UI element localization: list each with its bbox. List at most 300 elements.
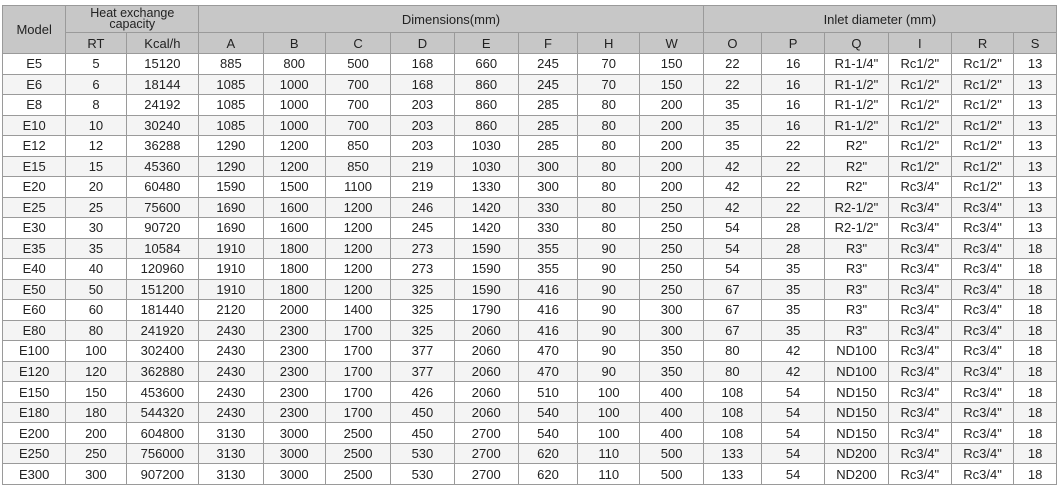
table-cell: Rc3/4" (951, 423, 1013, 444)
table-cell: 22 (761, 156, 824, 177)
table-cell: Rc1/2" (951, 115, 1013, 136)
table-cell: R2" (825, 136, 888, 157)
table-cell: 2060 (454, 361, 518, 382)
table-cell: 18 (1014, 402, 1057, 423)
table-cell: R2" (825, 177, 888, 198)
table-row (3, 197, 1057, 218)
table-cell: 250 (640, 259, 703, 280)
table-cell: Rc3/4" (888, 300, 951, 321)
table-cell: 330 (518, 197, 577, 218)
table-cell: 453600 (126, 382, 199, 403)
subheader-s: S (1014, 33, 1057, 54)
table-cell: 2000 (263, 300, 325, 321)
table-cell: 200 (640, 156, 703, 177)
table-cell: 1200 (325, 197, 390, 218)
header-model: Model (3, 6, 66, 54)
model-cell: E25 (3, 197, 66, 218)
table-cell: 3000 (263, 423, 325, 444)
table-cell: 1200 (263, 136, 325, 157)
table-cell: 90 (578, 300, 640, 321)
table-cell: ND150 (825, 423, 888, 444)
table-cell: 273 (391, 238, 454, 259)
table-cell: 400 (640, 402, 703, 423)
table-cell: 2300 (263, 320, 325, 341)
table-cell: 54 (703, 218, 761, 239)
table-cell: 60480 (126, 177, 199, 198)
table-cell: 18 (1014, 423, 1057, 444)
table-cell: 22 (761, 136, 824, 157)
table-row (3, 54, 1057, 75)
table-cell: 250 (640, 238, 703, 259)
table-cell: 330 (518, 218, 577, 239)
table-cell: 530 (391, 443, 454, 464)
subheader-r: R (951, 33, 1013, 54)
table-cell: 54 (761, 464, 824, 485)
table-cell: 377 (391, 361, 454, 382)
table-cell: 2700 (454, 464, 518, 485)
table-cell: Rc3/4" (951, 443, 1013, 464)
table-cell: 1700 (325, 320, 390, 341)
table-cell: 110 (578, 443, 640, 464)
table-cell: 416 (518, 279, 577, 300)
table-cell: 1200 (325, 238, 390, 259)
table-cell: 860 (454, 115, 518, 136)
table-cell: 355 (518, 238, 577, 259)
table-cell: 22 (761, 197, 824, 218)
model-cell: E35 (3, 238, 66, 259)
table-cell: 80 (578, 95, 640, 116)
table-cell: 350 (640, 341, 703, 362)
table-cell: ND150 (825, 382, 888, 403)
table-cell: 13 (1014, 177, 1057, 198)
table-cell: 2060 (454, 320, 518, 341)
table-row (3, 402, 1057, 423)
table-cell: Rc3/4" (951, 279, 1013, 300)
table-cell: 245 (391, 218, 454, 239)
table-cell: 35 (761, 320, 824, 341)
table-cell: Rc1/2" (951, 177, 1013, 198)
model-cell: E60 (3, 300, 66, 321)
table-cell: 133 (703, 464, 761, 485)
table-cell: 67 (703, 279, 761, 300)
table-row (3, 156, 1057, 177)
table-cell: 203 (391, 136, 454, 157)
table-cell: Rc3/4" (888, 177, 951, 198)
subheader-q: Q (825, 33, 888, 54)
table-cell: 54 (703, 238, 761, 259)
table-cell: 3130 (199, 443, 263, 464)
table-cell: 860 (454, 74, 518, 95)
model-cell: E250 (3, 443, 66, 464)
table-cell: Rc3/4" (888, 259, 951, 280)
table-cell: 203 (391, 115, 454, 136)
table-cell: 3000 (263, 443, 325, 464)
table-cell: 800 (263, 54, 325, 75)
table-cell: 10 (66, 115, 126, 136)
table-cell: Rc3/4" (888, 341, 951, 362)
table-cell: 54 (761, 402, 824, 423)
table-cell: Rc3/4" (951, 402, 1013, 423)
table-cell: 1000 (263, 115, 325, 136)
table-row (3, 341, 1057, 362)
table-cell: 42 (703, 156, 761, 177)
table-cell: Rc3/4" (951, 361, 1013, 382)
table-cell: 2500 (325, 423, 390, 444)
table-cell: 245 (518, 54, 577, 75)
table-cell: 350 (640, 361, 703, 382)
table-row (3, 443, 1057, 464)
table-cell: 80 (703, 341, 761, 362)
table-cell: 2300 (263, 382, 325, 403)
table-cell: 90 (578, 259, 640, 280)
table-cell: 250 (640, 218, 703, 239)
table-cell: ND150 (825, 402, 888, 423)
table-row (3, 218, 1057, 239)
table-cell: 42 (761, 341, 824, 362)
table-cell: 700 (325, 95, 390, 116)
table-cell: 203 (391, 95, 454, 116)
table-cell: 35 (703, 136, 761, 157)
table-cell: Rc3/4" (951, 197, 1013, 218)
model-cell: E40 (3, 259, 66, 280)
table-cell: R3" (825, 238, 888, 259)
table-cell: 245 (518, 74, 577, 95)
table-cell: 18 (1014, 464, 1057, 485)
table-cell: 1500 (263, 177, 325, 198)
table-cell: 2060 (454, 402, 518, 423)
table-cell: Rc1/2" (888, 156, 951, 177)
table-cell: 70 (578, 54, 640, 75)
table-cell: R1-1/2" (825, 115, 888, 136)
table-cell: 22 (761, 177, 824, 198)
table-cell: 285 (518, 95, 577, 116)
table-cell: 540 (518, 423, 577, 444)
table-row (3, 136, 1057, 157)
table-cell: 700 (325, 115, 390, 136)
table-cell: 200 (640, 177, 703, 198)
table-cell: 80 (703, 361, 761, 382)
table-cell: 80 (578, 177, 640, 198)
table-cell: 80 (578, 136, 640, 157)
table-cell: 756000 (126, 443, 199, 464)
table-cell: Rc3/4" (888, 443, 951, 464)
table-cell: 325 (391, 300, 454, 321)
table-cell: R1-1/2" (825, 95, 888, 116)
table-cell: Rc1/2" (951, 156, 1013, 177)
header-inlet-diameter: Inlet diameter (mm) (703, 6, 1056, 33)
table-cell: R2-1/2" (825, 197, 888, 218)
table-cell: Rc1/2" (888, 115, 951, 136)
subheader-c: C (325, 33, 390, 54)
table-cell: Rc3/4" (888, 361, 951, 382)
table-cell: 110 (578, 464, 640, 485)
table-cell: Rc3/4" (888, 279, 951, 300)
table-cell: 1790 (454, 300, 518, 321)
subheader-e: E (454, 33, 518, 54)
table-cell: Rc3/4" (888, 238, 951, 259)
table-cell: 1590 (454, 259, 518, 280)
table-cell: 20 (66, 177, 126, 198)
table-cell: 1590 (199, 177, 263, 198)
table-cell: 35 (761, 279, 824, 300)
model-cell: E150 (3, 382, 66, 403)
table-cell: 42 (703, 197, 761, 218)
table-cell: 90 (578, 361, 640, 382)
table-cell: Rc3/4" (888, 320, 951, 341)
table-cell: 1330 (454, 177, 518, 198)
table-cell: 200 (640, 136, 703, 157)
table-cell: 80 (578, 218, 640, 239)
table-cell: 500 (640, 443, 703, 464)
table-cell: Rc3/4" (888, 464, 951, 485)
subheader-h: H (578, 33, 640, 54)
table-cell: 1420 (454, 218, 518, 239)
table-cell: 850 (325, 136, 390, 157)
table-cell: 1100 (325, 177, 390, 198)
table-cell: 325 (391, 320, 454, 341)
table-cell: Rc3/4" (951, 218, 1013, 239)
table-cell: 120960 (126, 259, 199, 280)
table-cell: 67 (703, 300, 761, 321)
table-cell: 300 (640, 300, 703, 321)
table-cell: 470 (518, 361, 577, 382)
header-capacity-line1: Heat exchange (90, 6, 175, 20)
table-cell: 1910 (199, 279, 263, 300)
table-cell: 400 (640, 423, 703, 444)
table-cell: 18 (1014, 341, 1057, 362)
table-cell: 100 (578, 382, 640, 403)
table-cell: Rc3/4" (888, 218, 951, 239)
table-cell: 54 (761, 382, 824, 403)
table-cell: 302400 (126, 341, 199, 362)
table-cell: Rc3/4" (951, 238, 1013, 259)
table-cell: 1800 (263, 279, 325, 300)
table-cell: 660 (454, 54, 518, 75)
table-cell: 16 (761, 115, 824, 136)
table-cell: 2500 (325, 443, 390, 464)
table-cell: 25 (66, 197, 126, 218)
table-cell: 5 (66, 54, 126, 75)
table-cell: 325 (391, 279, 454, 300)
table-cell: 1590 (454, 238, 518, 259)
table-cell: R3" (825, 279, 888, 300)
table-cell: 1800 (263, 238, 325, 259)
table-cell: 300 (66, 464, 126, 485)
table-cell: 54 (761, 443, 824, 464)
table-cell: Rc1/2" (951, 74, 1013, 95)
table-cell: 18 (1014, 238, 1057, 259)
table-cell: 1030 (454, 136, 518, 157)
table-cell: 18 (1014, 320, 1057, 341)
table-cell: 90 (578, 279, 640, 300)
table-cell: 1800 (263, 259, 325, 280)
table-cell: 200 (66, 423, 126, 444)
table-cell: 1290 (199, 156, 263, 177)
table-cell: 13 (1014, 156, 1057, 177)
subheader-d: D (391, 33, 454, 54)
table-cell: 1590 (454, 279, 518, 300)
table-cell: 28 (761, 218, 824, 239)
table-cell: 150 (640, 74, 703, 95)
table-cell: 1000 (263, 95, 325, 116)
table-cell: 1200 (325, 218, 390, 239)
table-cell: 18 (1014, 300, 1057, 321)
table-cell: 90 (578, 320, 640, 341)
table-cell: 13 (1014, 115, 1057, 136)
table-cell: 35 (761, 300, 824, 321)
table-cell: Rc3/4" (888, 382, 951, 403)
table-cell: 2300 (263, 361, 325, 382)
table-cell: 35 (66, 238, 126, 259)
table-cell: 90720 (126, 218, 199, 239)
table-cell: 3130 (199, 464, 263, 485)
table-cell: 13 (1014, 74, 1057, 95)
table-cell: 40 (66, 259, 126, 280)
table-cell: 285 (518, 136, 577, 157)
table-row (3, 382, 1057, 403)
subheader-f: F (518, 33, 577, 54)
table-cell: 219 (391, 156, 454, 177)
table-cell: 54 (761, 423, 824, 444)
table-cell: Rc3/4" (888, 402, 951, 423)
model-cell: E180 (3, 402, 66, 423)
table-cell: 1085 (199, 115, 263, 136)
table-cell: 2430 (199, 382, 263, 403)
table-cell: 60 (66, 300, 126, 321)
model-cell: E80 (3, 320, 66, 341)
table-cell: 181440 (126, 300, 199, 321)
table-cell: 12 (66, 136, 126, 157)
header-capacity-line2: capacity (109, 17, 156, 31)
table-cell: 75600 (126, 197, 199, 218)
table-cell: 700 (325, 74, 390, 95)
table-cell: 1700 (325, 361, 390, 382)
table-cell: 2120 (199, 300, 263, 321)
table-cell: 13 (1014, 197, 1057, 218)
model-cell: E300 (3, 464, 66, 485)
table-cell: 1290 (199, 136, 263, 157)
table-row (3, 74, 1057, 95)
table-cell: 35 (761, 259, 824, 280)
table-cell: 1700 (325, 402, 390, 423)
table-cell: ND200 (825, 443, 888, 464)
table-cell: Rc3/4" (951, 300, 1013, 321)
table-cell: 16 (761, 54, 824, 75)
table-cell: 2700 (454, 443, 518, 464)
table-cell: 1085 (199, 95, 263, 116)
table-cell: 450 (391, 402, 454, 423)
model-cell: E120 (3, 361, 66, 382)
table-cell: 13 (1014, 54, 1057, 75)
table-cell: Rc1/2" (951, 136, 1013, 157)
table-row (3, 320, 1057, 341)
table-cell: 2430 (199, 361, 263, 382)
table-cell: 18 (1014, 279, 1057, 300)
model-cell: E8 (3, 95, 66, 116)
table-cell: 16 (761, 74, 824, 95)
table-cell: 246 (391, 197, 454, 218)
table-cell: 108 (703, 402, 761, 423)
model-cell: E20 (3, 177, 66, 198)
table-cell: 100 (66, 341, 126, 362)
table-cell: 1420 (454, 197, 518, 218)
table-cell: 200 (640, 115, 703, 136)
table-cell: 133 (703, 443, 761, 464)
model-cell: E50 (3, 279, 66, 300)
table-cell: 250 (66, 443, 126, 464)
table-cell: 108 (703, 382, 761, 403)
table-cell: 250 (640, 197, 703, 218)
subheader-p: P (761, 33, 824, 54)
table-cell: 3000 (263, 464, 325, 485)
model-cell: E15 (3, 156, 66, 177)
table-cell: 1200 (325, 259, 390, 280)
table-cell: 885 (199, 54, 263, 75)
model-cell: E200 (3, 423, 66, 444)
table-cell: 18144 (126, 74, 199, 95)
table-cell: 15 (66, 156, 126, 177)
table-cell: 30240 (126, 115, 199, 136)
table-cell: 42 (703, 177, 761, 198)
table-cell: 1910 (199, 238, 263, 259)
table-cell: 90 (578, 341, 640, 362)
table-cell: 450 (391, 423, 454, 444)
table-row (3, 238, 1057, 259)
subheader-kcal-h: Kcal/h (126, 33, 199, 54)
subheader-w: W (640, 33, 703, 54)
table-cell: 200 (640, 95, 703, 116)
spec-table (2, 5, 1057, 485)
table-cell: 1700 (325, 382, 390, 403)
table-cell: 1690 (199, 197, 263, 218)
subheader-o: O (703, 33, 761, 54)
table-cell: Rc3/4" (888, 423, 951, 444)
table-cell: 28 (761, 238, 824, 259)
table-cell: 6 (66, 74, 126, 95)
table-cell: 540 (518, 402, 577, 423)
table-cell: 90 (578, 238, 640, 259)
table-cell: 168 (391, 54, 454, 75)
table-cell: 70 (578, 74, 640, 95)
table-cell: Rc3/4" (951, 382, 1013, 403)
table-cell: 416 (518, 300, 577, 321)
table-row (3, 361, 1057, 382)
table-cell: 362880 (126, 361, 199, 382)
table-cell: 2430 (199, 320, 263, 341)
table-cell: 907200 (126, 464, 199, 485)
table-cell: 530 (391, 464, 454, 485)
table-row (3, 95, 1057, 116)
table-cell: 50 (66, 279, 126, 300)
table-row (3, 259, 1057, 280)
table-cell: Rc1/2" (951, 95, 1013, 116)
table-row (3, 423, 1057, 444)
table-cell: R3" (825, 259, 888, 280)
table-cell: R1-1/2" (825, 74, 888, 95)
table-cell: 1000 (263, 74, 325, 95)
table-cell: 54 (703, 259, 761, 280)
table-cell: 2430 (199, 341, 263, 362)
table-cell: 100 (578, 423, 640, 444)
table-cell: 400 (640, 382, 703, 403)
table-cell: R2" (825, 156, 888, 177)
model-cell: E6 (3, 74, 66, 95)
subheader-row (3, 33, 1057, 54)
table-cell: 273 (391, 259, 454, 280)
table-cell: 416 (518, 320, 577, 341)
table-cell: 300 (640, 320, 703, 341)
table-cell: R3" (825, 320, 888, 341)
